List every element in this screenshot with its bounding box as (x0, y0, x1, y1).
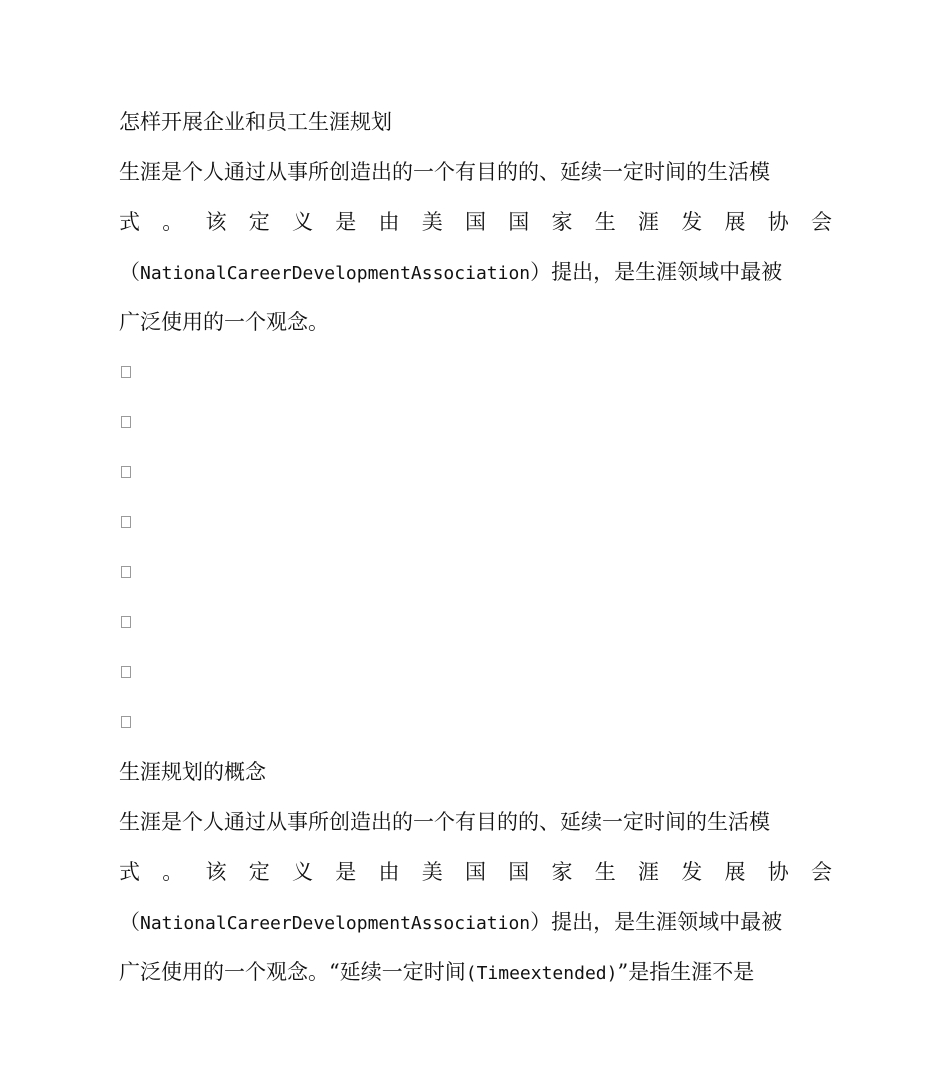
spread-char: 展 (724, 860, 746, 884)
spread-char: 该 (205, 860, 227, 884)
paragraph-text: 广泛使用的一个观念。“延续一定时间 (119, 960, 466, 984)
spread-char: 展 (724, 210, 746, 234)
spread-char: 协 (767, 860, 789, 884)
placeholder-line (119, 497, 832, 547)
spread-char: 涯 (638, 860, 659, 884)
spread-char: 义 (292, 860, 313, 884)
paragraph-line: 生涯是个人通过从事所创造出的一个有目的的、延续一定时间的生活模 (119, 160, 770, 184)
spread-char: 美 (421, 860, 443, 884)
paragraph-line: 广泛使用的一个观念。 (119, 310, 329, 334)
open-paren: （ (119, 260, 140, 284)
missing-glyph-box-icon (121, 516, 131, 528)
spread-char: 会 (811, 860, 832, 884)
paragraph-text: ”是指生涯不是 (617, 960, 755, 984)
organization-name: NationalCareerDevelopmentAssociation (140, 263, 531, 284)
placeholder-line (119, 697, 832, 747)
organization-name: NationalCareerDevelopmentAssociation (140, 913, 531, 934)
missing-glyph-box-icon (121, 366, 131, 378)
missing-glyph-box-icon (121, 566, 131, 578)
spread-char: 。 (162, 210, 184, 234)
spread-char: 义 (292, 210, 313, 234)
spread-char: 该 (205, 210, 227, 234)
spread-char: 发 (681, 210, 703, 234)
spread-char: 是 (335, 210, 357, 234)
open-paren: （ (119, 910, 140, 934)
placeholder-line (119, 447, 832, 497)
spread-char: 由 (378, 860, 400, 884)
spread-char: 涯 (638, 210, 659, 234)
missing-glyph-box-icon (121, 666, 131, 678)
spread-char: 美 (421, 210, 443, 234)
paragraph-line (119, 897, 832, 947)
spread-char: 家 (551, 860, 573, 884)
spread-char: 国 (508, 860, 530, 884)
placeholder-line (119, 597, 832, 647)
paragraph-line: 生涯是个人通过从事所创造出的一个有目的的、延续一定时间的生活模 (119, 810, 770, 834)
spread-char: 发 (681, 860, 703, 884)
missing-glyph-box-icon (121, 716, 131, 728)
spread-char: 会 (811, 210, 832, 234)
document-page (119, 97, 832, 997)
spread-char: 协 (767, 210, 789, 234)
placeholder-line (119, 647, 832, 697)
spread-char: 国 (465, 860, 486, 884)
spread-char: 式 (119, 210, 140, 234)
document-title: 怎样开展企业和员工生涯规划 (119, 110, 392, 134)
paragraph-text: ）提出，是生涯领域中最被 (530, 910, 783, 934)
spread-char: 国 (508, 210, 530, 234)
section-heading: 生涯规划的概念 (119, 760, 266, 784)
term-english: (Timeextended) (465, 963, 618, 984)
spread-char: 由 (378, 210, 400, 234)
missing-glyph-box-icon (121, 616, 131, 628)
paragraph-line-spread (119, 847, 832, 897)
spread-char: 定 (248, 210, 270, 234)
spread-char: 生 (594, 210, 616, 234)
paragraph-line-spread (119, 197, 832, 247)
missing-glyph-box-icon (121, 466, 131, 478)
paragraph-line (119, 247, 832, 297)
paragraph-text: ）提出，是生涯领域中最被 (530, 260, 783, 284)
paragraph-1 (119, 147, 832, 347)
spread-char: 国 (465, 210, 486, 234)
placeholder-line (119, 547, 832, 597)
placeholder-line (119, 347, 832, 397)
spread-char: 是 (335, 860, 357, 884)
spread-char: 家 (551, 210, 573, 234)
paragraph-line (119, 947, 832, 997)
missing-glyph-box-icon (121, 416, 131, 428)
placeholder-box-list (119, 347, 832, 747)
spread-char: 。 (162, 860, 184, 884)
spread-char: 定 (248, 860, 270, 884)
spread-char: 式 (119, 860, 140, 884)
placeholder-line (119, 397, 832, 447)
paragraph-2 (119, 797, 832, 997)
spread-char: 生 (594, 860, 616, 884)
